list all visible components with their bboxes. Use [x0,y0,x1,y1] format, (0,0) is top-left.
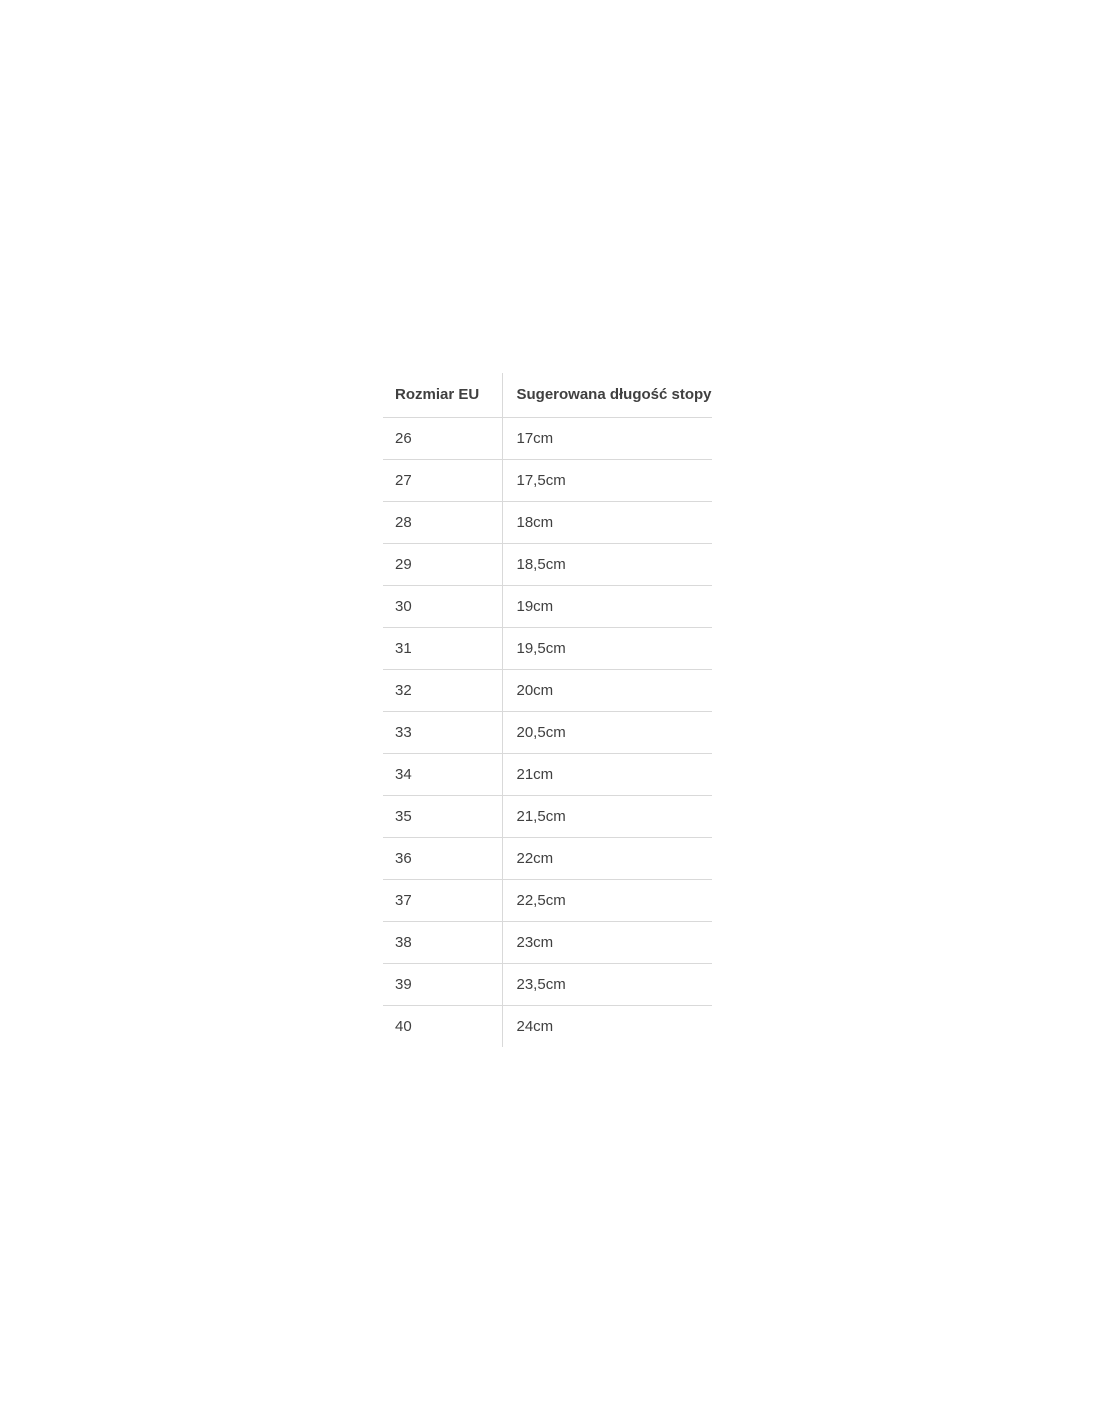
size-cell: 30 [383,585,502,627]
size-cell: 34 [383,753,502,795]
header-row [383,373,712,417]
foot-length-cell: 22,5cm [502,879,712,921]
foot-length-cell: 20,5cm [502,711,712,753]
foot-length-cell: 20cm [502,669,712,711]
foot-length-cell: 24cm [502,1005,712,1047]
table-row [383,711,712,753]
size-cell: 39 [383,963,502,1005]
table-row [383,753,712,795]
table-row [383,585,712,627]
size-cell: 38 [383,921,502,963]
table-row [383,459,712,501]
table-row [383,1005,712,1047]
size-cell: 33 [383,711,502,753]
size-cell: 37 [383,879,502,921]
table-row [383,921,712,963]
foot-length-cell: 21,5cm [502,795,712,837]
foot-length-cell: 22cm [502,837,712,879]
table-row [383,417,712,459]
size-chart-table [383,373,712,1047]
foot-length-cell: 23,5cm [502,963,712,1005]
table-row [383,543,712,585]
foot-length-cell: 17cm [502,417,712,459]
foot-length-cell: 19,5cm [502,627,712,669]
foot-length-cell: 19cm [502,585,712,627]
size-chart [383,373,712,1047]
size-cell: 32 [383,669,502,711]
foot-length-cell: 23cm [502,921,712,963]
foot-length-cell: 18,5cm [502,543,712,585]
table-row [383,627,712,669]
size-cell: 36 [383,837,502,879]
table-row [383,501,712,543]
table-row [383,669,712,711]
foot-length-cell: 18cm [502,501,712,543]
foot-length-cell: 21cm [502,753,712,795]
size-chart-header [383,373,712,417]
table-row [383,879,712,921]
column-header-size: Rozmiar EU [383,373,502,417]
table-row [383,837,712,879]
table-row [383,795,712,837]
column-header-foot-length: Sugerowana długość stopy [502,373,712,417]
size-cell: 40 [395,1017,412,1035]
table-row [383,963,712,1005]
size-cell: 29 [383,543,502,585]
size-cell: 26 [383,417,502,459]
size-cell: 35 [383,795,502,837]
size-chart-body [383,417,712,1047]
size-cell: 27 [383,459,502,501]
size-cell: 28 [383,501,502,543]
size-cell: 31 [383,627,502,669]
foot-length-cell: 17,5cm [502,459,712,501]
